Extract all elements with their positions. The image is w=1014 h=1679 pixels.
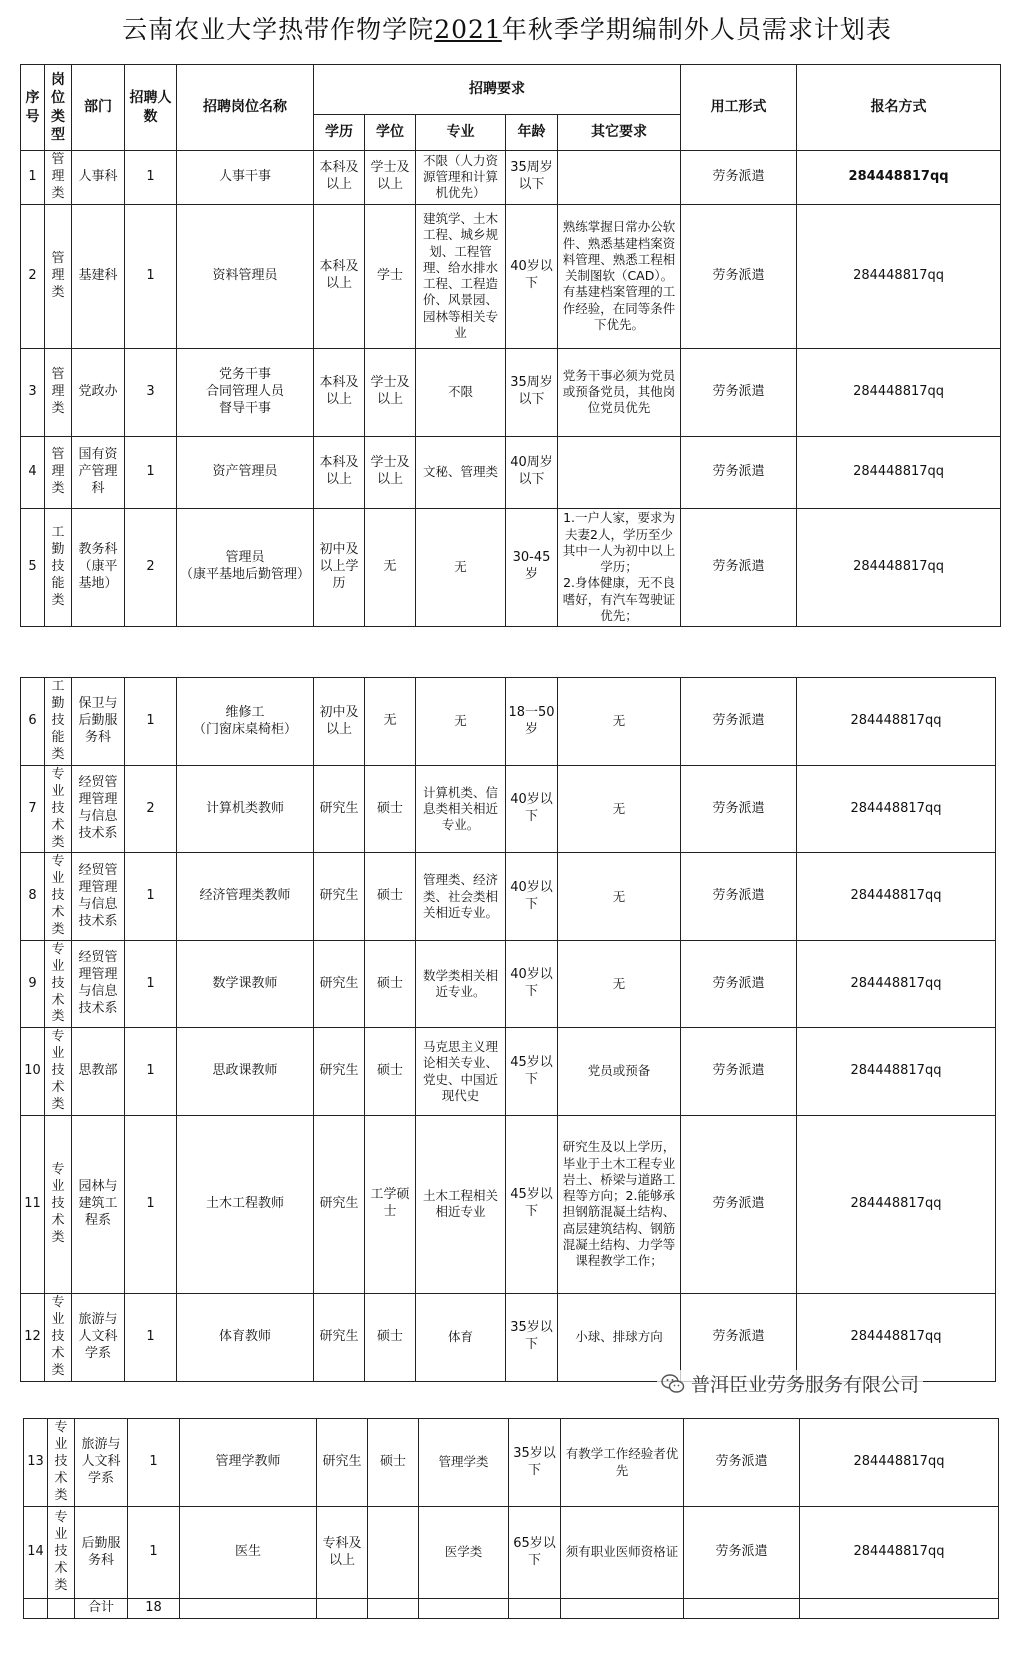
- cell-type: 工勤技能类: [45, 678, 72, 766]
- cell-type: 专业技术类: [45, 940, 72, 1027]
- cell-count: 1: [125, 436, 177, 508]
- cell-apply: 284448817qq: [797, 678, 996, 766]
- cell-no: 5: [21, 508, 45, 626]
- header-no: 序号: [21, 65, 45, 151]
- cell-apply: 284448817qq: [797, 348, 1001, 436]
- cell-age: 45岁以下: [506, 1115, 558, 1293]
- cell-dept: 党政办: [72, 348, 125, 436]
- cell-edu: 研究生: [314, 940, 365, 1027]
- cell-count: 1: [125, 1293, 177, 1381]
- cell-employment: 劳务派遣: [681, 1115, 797, 1293]
- cell-apply: 284448817qq: [797, 1293, 996, 1381]
- table-row: [21, 348, 1001, 436]
- table-row: [21, 436, 1001, 508]
- header-major: 专业: [416, 115, 506, 151]
- cell-age: 35岁以下: [506, 1293, 558, 1381]
- plan-table-part-2: [20, 677, 996, 1382]
- cell-type: 专业技术类: [45, 766, 72, 853]
- cell-apply: 284448817qq: [797, 1115, 996, 1293]
- table-row: [21, 1028, 996, 1115]
- cell-no: 4: [21, 436, 45, 508]
- cell-dept: 后勤服务科: [75, 1507, 128, 1599]
- cell-type: 专业技术类: [45, 853, 72, 940]
- cell-edu: 研究生: [314, 1028, 365, 1115]
- cell-edu: 研究生: [314, 853, 365, 940]
- page-title: [0, 10, 1014, 46]
- cell-apply: 284448817qq: [797, 204, 1001, 348]
- cell-major: 不限（人力资源管理和计算机优先）: [416, 151, 506, 205]
- table-row: [21, 678, 996, 766]
- cell-major: 体育: [416, 1293, 506, 1381]
- cell-no: 9: [21, 940, 45, 1027]
- cell-type: 管理类: [45, 348, 72, 436]
- table-row: [21, 508, 1001, 626]
- cell-apply: 284448817qq: [797, 766, 996, 853]
- cell-edu: 本科及以上: [314, 151, 365, 205]
- cell-major: 管理学类: [419, 1419, 509, 1507]
- cell-apply: 284448817qq: [797, 151, 1001, 205]
- cell-age: 40岁以下: [506, 940, 558, 1027]
- cell-employment: 劳务派遣: [681, 204, 797, 348]
- header-age: 年龄: [506, 115, 558, 151]
- cell-no: 13: [24, 1419, 48, 1507]
- cell-edu: 研究生: [317, 1419, 368, 1507]
- cell-degree: 学士: [365, 204, 416, 348]
- header-degree: 学位: [365, 115, 416, 151]
- table-row: [24, 1507, 999, 1599]
- cell-edu: 研究生: [314, 1115, 365, 1293]
- table-row: [21, 853, 996, 940]
- cell-no: 11: [21, 1115, 45, 1293]
- cell-major: 数学类相关相近专业。: [416, 940, 506, 1027]
- cell-employment: 劳务派遣: [684, 1419, 800, 1507]
- cell-edu: 初中及以上学历: [314, 508, 365, 626]
- total-count: 18: [128, 1599, 180, 1619]
- cell-degree: 工学硕士: [365, 1115, 416, 1293]
- cell-degree: 硕士: [368, 1419, 419, 1507]
- cell-no: 1: [21, 151, 45, 205]
- cell-type: 工勤技能类: [45, 508, 72, 626]
- watermark-text: 普洱臣业劳务服务有限公司: [691, 1374, 920, 1396]
- cell-no: 12: [21, 1293, 45, 1381]
- table-row: [24, 1419, 999, 1507]
- cell-dept: 经贸管理管理与信息技术系: [72, 853, 125, 940]
- cell-apply: 284448817qq: [797, 853, 996, 940]
- cell-count: 2: [125, 766, 177, 853]
- cell-dept: 思教部: [72, 1028, 125, 1115]
- cell-age: 35周岁以下: [506, 151, 558, 205]
- cell-no: 7: [21, 766, 45, 853]
- title-rest: 年秋季学期编制外人员需求计划表: [501, 15, 892, 44]
- cell-dept: 经贸管理管理与信息技术系: [72, 766, 125, 853]
- table-row: [21, 766, 996, 853]
- cell-dept: 保卫与后勤服务科: [72, 678, 125, 766]
- cell-major: 建筑学、土木工程、城乡规划、工程管理、给水排水工程、工程造价、风景园、园林等相关专业: [416, 204, 506, 348]
- cell-age: 40周岁以下: [506, 436, 558, 508]
- cell-age: 18一50岁: [506, 678, 558, 766]
- header-employment: 用工形式: [681, 65, 797, 151]
- cell-other: 1.一户人家，要求为夫妻2人，学历至少其中一人为初中以上学历； 2.身体健康，无不良嗜好，有汽车驾驶证优先；: [558, 508, 681, 626]
- cell-count: 1: [125, 151, 177, 205]
- table-row: [21, 1293, 996, 1381]
- cell-position: 体育教师: [177, 1293, 314, 1381]
- table-row: [21, 151, 1001, 205]
- cell-apply: 284448817qq: [800, 1507, 999, 1599]
- cell-count: 3: [125, 348, 177, 436]
- cell-degree: [368, 1507, 419, 1599]
- table-row: [21, 1115, 996, 1293]
- cell-position: 资产管理员: [177, 436, 314, 508]
- cell-position: 经济管理类教师: [177, 853, 314, 940]
- cell-type: 专业技术类: [45, 1028, 72, 1115]
- cell-degree: 学士及以上: [365, 436, 416, 508]
- cell-count: 1: [125, 940, 177, 1027]
- cell-no: 3: [21, 348, 45, 436]
- cell-other: 党务干事必须为党员或预备党员，其他岗位党员优先: [558, 348, 681, 436]
- total-label: 合计: [75, 1599, 128, 1619]
- cell-type: 管理类: [45, 436, 72, 508]
- cell-degree: 学士及以上: [365, 151, 416, 205]
- header-type: 岗位类型: [45, 65, 72, 151]
- cell-major: 不限: [416, 348, 506, 436]
- cell-count: 1: [128, 1507, 180, 1599]
- cell-employment: 劳务派遣: [681, 853, 797, 940]
- cell-other: 无: [558, 766, 681, 853]
- cell-no: 8: [21, 853, 45, 940]
- cell-apply: 284448817qq: [797, 508, 1001, 626]
- cell-position: 管理员 （康平基地后勤管理）: [177, 508, 314, 626]
- cell-age: 40岁以下: [506, 204, 558, 348]
- cell-major: 管理类、经济类、社会类相关相近专业。: [416, 853, 506, 940]
- cell-employment: 劳务派遣: [684, 1507, 800, 1599]
- cell-position: 思政课教师: [177, 1028, 314, 1115]
- cell-other: [558, 151, 681, 205]
- cell-position: 医生: [180, 1507, 317, 1599]
- cell-degree: 硕士: [365, 1028, 416, 1115]
- cell-dept: 旅游与人文科学系: [75, 1419, 128, 1507]
- cell-count: 2: [125, 508, 177, 626]
- cell-other: 无: [558, 853, 681, 940]
- wechat-icon: [661, 1373, 685, 1395]
- cell-apply: 284448817qq: [797, 1028, 996, 1115]
- cell-employment: 劳务派遣: [681, 678, 797, 766]
- cell-count: 1: [125, 1115, 177, 1293]
- cell-dept: 园林与建筑工程系: [72, 1115, 125, 1293]
- cell-employment: 劳务派遣: [681, 151, 797, 205]
- cell-age: 30-45岁: [506, 508, 558, 626]
- cell-other: 小球、排球方向: [558, 1293, 681, 1381]
- cell-dept: 旅游与人文科学系: [72, 1293, 125, 1381]
- cell-other: [558, 436, 681, 508]
- cell-major: 文秘、管理类: [416, 436, 506, 508]
- cell-count: 1: [125, 853, 177, 940]
- cell-count: 1: [125, 204, 177, 348]
- cell-dept: 人事科: [72, 151, 125, 205]
- cell-age: 40岁以下: [506, 853, 558, 940]
- cell-major: 马克思主义理论相关专业、党史、中国近现代史: [416, 1028, 506, 1115]
- cell-other: 无: [558, 678, 681, 766]
- cell-position: 数学课教师: [177, 940, 314, 1027]
- cell-edu: 本科及以上: [314, 436, 365, 508]
- cell-degree: 学士及以上: [365, 348, 416, 436]
- cell-type: 管理类: [45, 204, 72, 348]
- cell-employment: 劳务派遣: [681, 766, 797, 853]
- cell-major: 土木工程相关相近专业: [416, 1115, 506, 1293]
- title-year: 2021: [434, 15, 502, 44]
- cell-employment: 劳务派遣: [681, 436, 797, 508]
- cell-type: 管理类: [45, 151, 72, 205]
- cell-age: 65岁以下: [509, 1507, 561, 1599]
- cell-major: 无: [416, 678, 506, 766]
- cell-other: 无: [558, 940, 681, 1027]
- cell-no: 6: [21, 678, 45, 766]
- header-apply: 报名方式: [797, 65, 1001, 151]
- header-dept: 部门: [72, 65, 125, 151]
- header-position: 招聘岗位名称: [177, 65, 314, 151]
- cell-other: 须有职业医师资格证: [561, 1507, 684, 1599]
- cell-degree: 无: [365, 508, 416, 626]
- cell-other: 研究生及以上学历，毕业于土木工程专业岩土、桥梁与道路工程等方向；2.能够承担钢筋混凝土结构、高层建筑结构、钢筋混凝土结构、力学等课程教学工作；: [558, 1115, 681, 1293]
- cell-edu: 本科及以上: [314, 348, 365, 436]
- cell-age: 45岁以下: [506, 1028, 558, 1115]
- cell-other: 党员或预备: [558, 1028, 681, 1115]
- cell-position: 维修工 （门窗床桌椅柜）: [177, 678, 314, 766]
- cell-type: 专业技术类: [45, 1115, 72, 1293]
- cell-dept: 经贸管理管理与信息技术系: [72, 940, 125, 1027]
- cell-position: 土木工程教师: [177, 1115, 314, 1293]
- cell-type: 专业技术类: [48, 1507, 75, 1599]
- header-requirements: 招聘要求: [314, 65, 681, 115]
- title-main: 云南农业大学热带作物学院: [122, 15, 435, 44]
- cell-count: 1: [125, 678, 177, 766]
- plan-table-part-3: [23, 1418, 999, 1619]
- cell-apply: 284448817qq: [797, 940, 996, 1027]
- header-other: 其它要求: [558, 115, 681, 151]
- table-row: [21, 204, 1001, 348]
- table-row: [21, 940, 996, 1027]
- cell-count: 1: [125, 1028, 177, 1115]
- cell-employment: 劳务派遣: [681, 940, 797, 1027]
- cell-dept: 基建科: [72, 204, 125, 348]
- cell-degree: 无: [365, 678, 416, 766]
- cell-major: 医学类: [419, 1507, 509, 1599]
- cell-position: 资料管理员: [177, 204, 314, 348]
- cell-age: 40岁以下: [506, 766, 558, 853]
- cell-dept: 国有资产管理科: [72, 436, 125, 508]
- cell-employment: 劳务派遣: [681, 508, 797, 626]
- cell-other: 熟练掌握日常办公软件、熟悉基建档案资料管理、熟悉工程相关制图软（CAD）。有基建档案管理的工作经验，在同等条件下优先。: [558, 204, 681, 348]
- cell-count: 1: [128, 1419, 180, 1507]
- cell-other: 有教学工作经验者优先: [561, 1419, 684, 1507]
- cell-degree: 硕士: [365, 940, 416, 1027]
- total-row: [24, 1599, 999, 1619]
- cell-employment: 劳务派遣: [681, 348, 797, 436]
- cell-employment: 劳务派遣: [681, 1293, 797, 1381]
- cell-type: 专业技术类: [48, 1419, 75, 1507]
- cell-no: 14: [24, 1507, 48, 1599]
- plan-table-part-1: [20, 64, 1001, 627]
- header-edu: 学历: [314, 115, 365, 151]
- cell-no: 10: [21, 1028, 45, 1115]
- cell-position: 管理学教师: [180, 1419, 317, 1507]
- cell-degree: 硕士: [365, 1293, 416, 1381]
- cell-major: 无: [416, 508, 506, 626]
- cell-apply: 284448817qq: [800, 1419, 999, 1507]
- cell-degree: 硕士: [365, 766, 416, 853]
- header-count: 招聘人数: [125, 65, 177, 151]
- cell-edu: 本科及以上: [314, 204, 365, 348]
- watermark: [657, 1370, 923, 1397]
- cell-edu: 专科及以上: [317, 1507, 368, 1599]
- cell-major: 计算机类、信息类相关相近专业。: [416, 766, 506, 853]
- cell-position: 人事干事: [177, 151, 314, 205]
- cell-employment: 劳务派遣: [681, 1028, 797, 1115]
- cell-edu: 初中及以上: [314, 678, 365, 766]
- cell-position: 党务干事 合同管理人员 督导干事: [177, 348, 314, 436]
- cell-position: 计算机类教师: [177, 766, 314, 853]
- cell-age: 35岁以下: [509, 1419, 561, 1507]
- cell-dept: 教务科（康平基地）: [72, 508, 125, 626]
- cell-edu: 研究生: [314, 766, 365, 853]
- cell-apply: 284448817qq: [797, 436, 1001, 508]
- cell-edu: 研究生: [314, 1293, 365, 1381]
- cell-degree: 硕士: [365, 853, 416, 940]
- cell-age: 35周岁以下: [506, 348, 558, 436]
- cell-no: 2: [21, 204, 45, 348]
- cell-type: 专业技术类: [45, 1293, 72, 1381]
